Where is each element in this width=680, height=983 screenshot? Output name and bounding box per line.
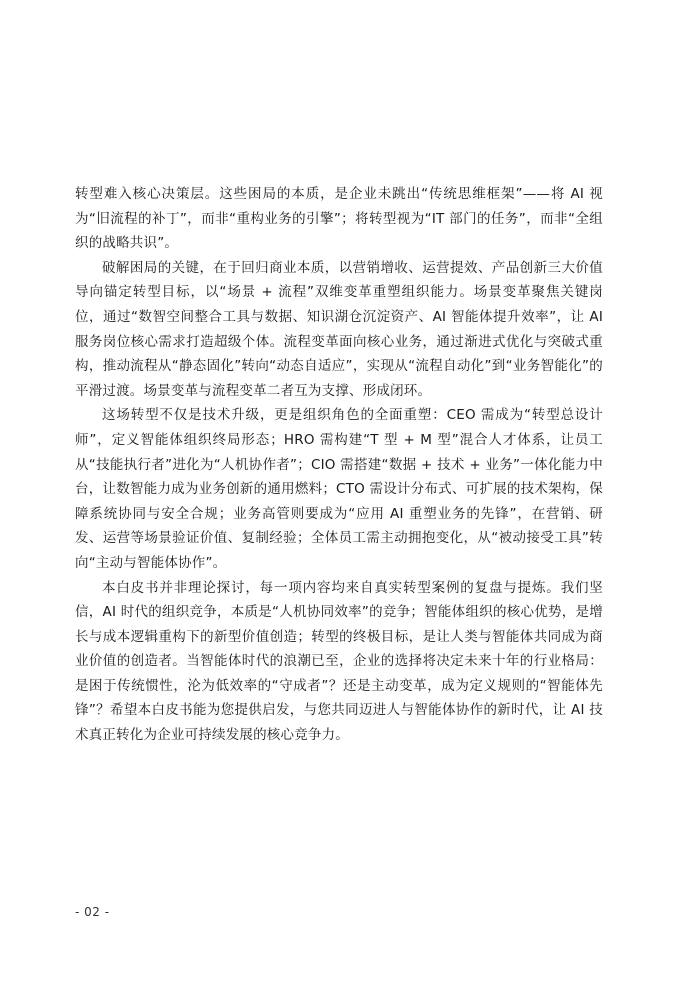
paragraph-4: 本白皮书并非理论探讨，每一项内容均来自真实转型案例的复盘与提炼。我们坚信，AI 时代的组织竞争，本质是“人机协同效率”的竞争；智能体组织的核心优势，是增长与成本逻辑重构下的新型价值创造；转型的终极目标，是让人类与智能体共同成为商业价值的创造者。当智能体时代的浪潮已至，企业的选择将决定未来十年的行业格局：是困于传统惯性，沦为低效率的“守成者”？还是主动变革，成为定义规则的“智能体先锋”？希望本白皮书能为您提供启发，与您共同迈进人与智能体协作的新时代，让 AI 技术真正转化为企业可持续发展的核心竞争力。	[75, 579, 603, 744]
paragraph-2: 破解困局的关键，在于回归商业本质，以营销增收、运营提效、产品创新三大价值导向锚定转型目标，以“场景 + 流程”双维变革重塑组织能力。场景变革聚焦关键岗位，通过“数智空间整合工具与数据、知识湖仓沉淀资产、AI 智能体提升效率”，让 AI 服务岗位核心需求打造超级个体。流程变革面向核心业务，通过渐进式优化与突破式重构，推动流程从“静态固化”转向“动态自适应”，实现从“流程自动化”到“业务智能化”的平滑过渡。场景变革与流程变革二者互为支撑、形成闭环。	[75, 259, 603, 399]
paragraph-3: 这场转型不仅是技术升级，更是组织角色的全面重塑：CEO 需成为“转型总设计师”，定义智能体组织终局形态；HRO 需构建“T 型 + M 型”混合人才体系，让员工从“技能执行者”进化为“人机协作者”；CIO 需搭建“数据 + 技术 + 业务”一体化能力中台，让数智能力成为业务创新的通用燃料；CTO 需设计分布式、可扩展的技术架构，保障系统协同与安全合规；业务高管则要成为“应用 AI 重塑业务的先锋”，在营销、研发、运营等场景验证价值、复制经验；全体员工需主动拥抱变化，从“被动接受工具”转向“主动与智能体协作”。	[75, 407, 603, 571]
page-number: - 02 -	[75, 905, 110, 919]
paragraph-1: 转型难入核心决策层。这些困局的本质，是企业未跳出“传统思维框架”——将 AI 视为“旧流程的补丁”，而非“重构业务的引擎”；将转型视为“IT 部门的任务”，而非“全组织的战略共识”。	[75, 186, 603, 252]
body-text	[75, 182, 603, 748]
